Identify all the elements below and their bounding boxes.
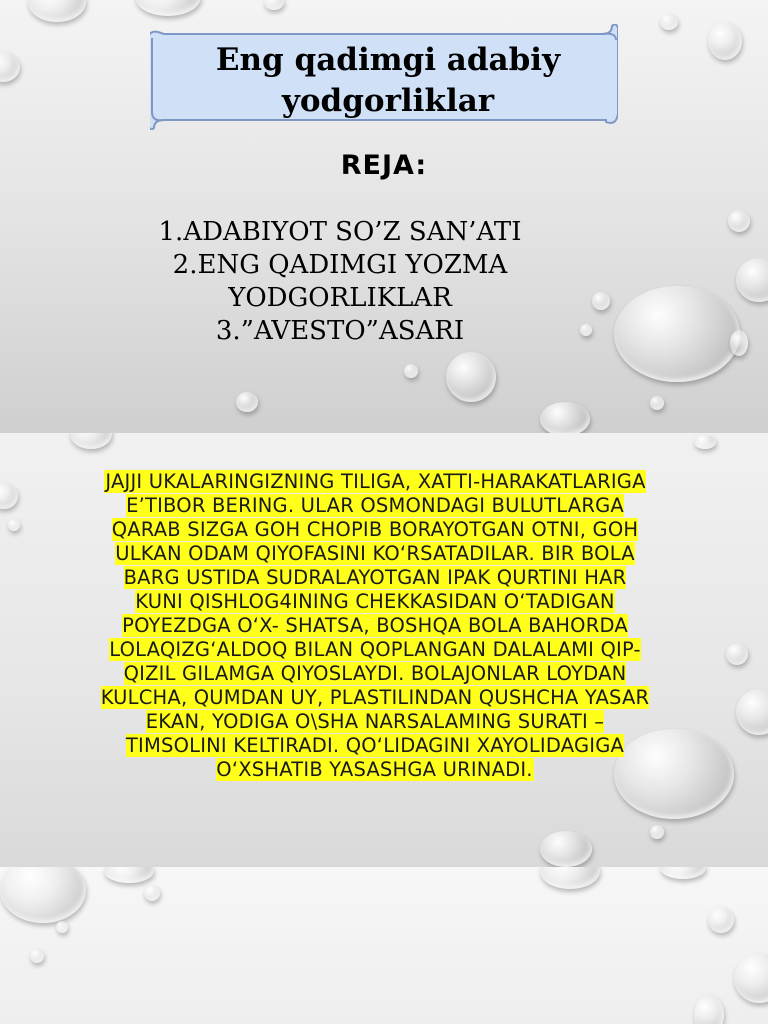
- water-drop: [135, 0, 201, 16]
- highlighted-text: JAJJI UKALARINGIZNING TILIGA, XATTI-HARAKATLARIGA E’TIBOR BERING. ULAR OSMONDAGI BULUTLARGA QARAB SIZGA GOH CHOPIB BORAYOTGAN OTNI, GOH ULKAN ODAM QIYOFASINI KO‘RSATADILAR. BIR BOLA BARG USTIDA SUDRALAYOTGAN IPAK QURTINI HAR KUNI QISHLOG4INING CHEKKASIDAN O‘TADIGAN POYEZDGA O‘X- SHATSA, BOSHQA BOLA BAHORDA LOLAQIZG‘ALDOQ BILAN QOPLANGAN DALALAMI QIP-QIZIL GILAMGA QIYOSLAYDI. BOLAJONLAR LOYDAN KULCHA, QUMDAN UY, PLASTILINDAN QUSHCHA YASAR EKAN, YODIGA O\SHA NARSALAMING SURATI – TIMSOLINI KELTIRADI. QO‘LIDAGINI XAYOLIDAGIGA O‘XSHATIB YASASHGA URINADI.: [100, 470, 650, 781]
- water-drop: [592, 292, 610, 310]
- water-drop: [30, 949, 44, 963]
- water-drop: [660, 14, 678, 30]
- water-drop: [0, 483, 18, 509]
- body-paragraph: [100, 470, 650, 782]
- slide-title: Eng qadimgi adabiy yodgorliklar: [215, 42, 561, 119]
- water-drop: [708, 907, 734, 933]
- water-drop: [104, 867, 154, 883]
- water-drop: [540, 402, 590, 433]
- water-drop: [708, 22, 742, 60]
- water-drop: [8, 519, 20, 531]
- water-drop: [56, 921, 68, 933]
- water-drop: [0, 52, 20, 82]
- water-drop: [694, 995, 724, 1024]
- plan-item: 2.ENG QADIMGI YOZMA YODGORLIKLAR: [172, 250, 508, 313]
- water-drop: [264, 0, 284, 10]
- title-banner: [150, 24, 618, 130]
- plan-item: 1.ADABIYOT SO’Z SAN’ATI: [158, 217, 522, 247]
- water-drop: [0, 867, 86, 923]
- slide-1: [0, 0, 768, 433]
- water-drop: [726, 643, 748, 665]
- water-drop: [540, 831, 592, 867]
- plan-list: [115, 216, 565, 348]
- slide-2: [0, 433, 768, 867]
- water-drop: [736, 689, 768, 735]
- water-drop: [236, 392, 258, 412]
- water-drop: [728, 210, 750, 232]
- water-drop: [736, 258, 768, 302]
- water-drop: [694, 435, 716, 449]
- water-drop: [70, 433, 112, 449]
- plan-item: 3.”AVESTO”ASARI: [215, 316, 465, 346]
- water-drop: [734, 953, 768, 1003]
- water-drop: [614, 286, 740, 382]
- water-drop: [730, 330, 748, 356]
- water-drop: [540, 867, 600, 889]
- water-drop: [660, 867, 706, 879]
- water-drop: [404, 364, 418, 378]
- water-drop: [650, 396, 664, 410]
- slide-3-partial: [0, 867, 768, 1024]
- water-drop: [28, 0, 86, 22]
- plan-heading: REJA:: [340, 150, 428, 181]
- water-drop: [650, 825, 664, 839]
- water-drop: [446, 352, 496, 402]
- water-drop: [580, 324, 592, 336]
- water-drop: [144, 885, 160, 901]
